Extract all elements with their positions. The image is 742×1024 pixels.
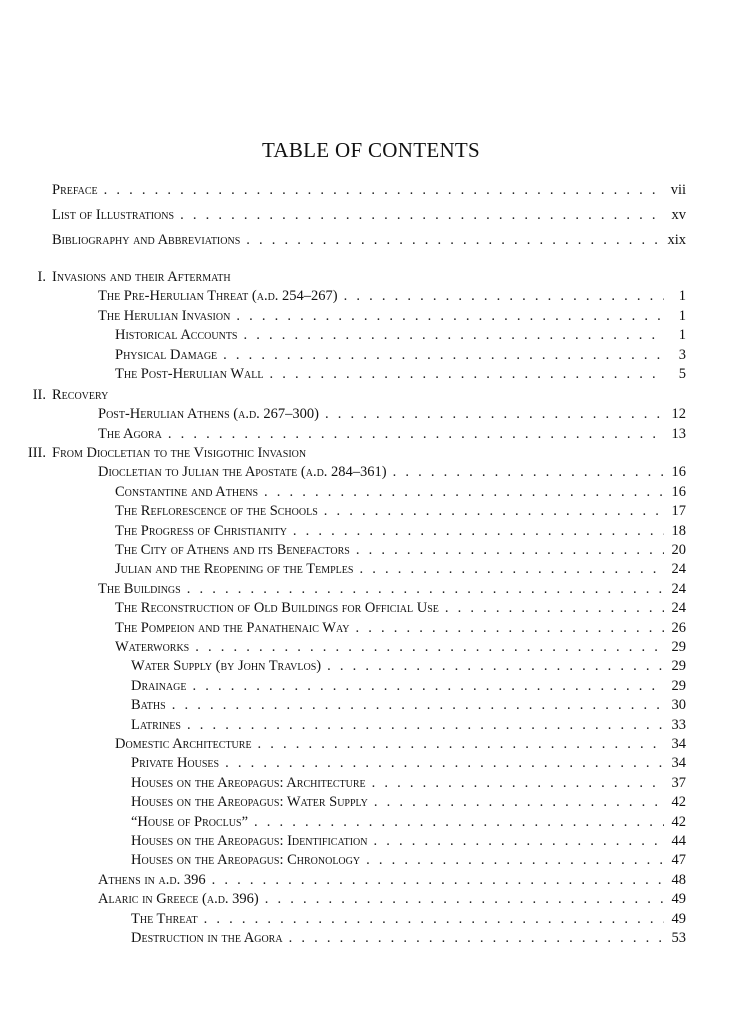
dot-leader: [356, 540, 664, 560]
entry-title: Houses on the Areopagus: Chronology: [131, 852, 361, 868]
entry-title: The Reflorescence of the Schools: [115, 503, 318, 519]
entry-title: Domestic Architecture: [115, 736, 252, 752]
dot-leader: [356, 618, 665, 638]
entry-page-number: 49: [671, 911, 686, 927]
dot-leader: [372, 773, 664, 793]
dot-leader: [327, 656, 664, 676]
dot-leader: [223, 345, 664, 365]
entry-title: Bibliography and Abbreviations: [52, 232, 241, 248]
toc-entry: [115, 540, 686, 560]
entry-page-number: 30: [671, 697, 686, 713]
toc-entry: [131, 695, 686, 715]
chapter-number: III.: [27, 445, 46, 461]
entry-title: The Buildings: [98, 581, 181, 597]
dot-leader: [168, 424, 664, 444]
entry-page-number: 5: [678, 366, 686, 382]
dot-leader: [344, 286, 664, 306]
dot-leader: [289, 928, 664, 948]
toc-entry: [131, 792, 686, 812]
entry-page-number: 24: [671, 581, 686, 597]
toc-entry: [115, 637, 686, 657]
entry-page-number: 1: [678, 308, 686, 324]
entry-page-number: 42: [671, 814, 686, 830]
dot-leader: [293, 521, 664, 541]
dot-leader: [187, 715, 664, 735]
chapter-heading: [18, 385, 108, 405]
entry-page-number: 18: [671, 523, 686, 539]
dot-leader: [324, 501, 664, 521]
entry-title: Preface: [52, 182, 98, 198]
dot-leader: [187, 579, 664, 599]
entry-title: The Pre-Herulian Threat (a.d. 254–267): [98, 288, 338, 304]
dot-leader: [236, 306, 664, 326]
entry-title: “House of Proclus”: [131, 814, 249, 830]
dot-leader: [180, 205, 664, 225]
toc-entry: [131, 656, 686, 676]
dot-leader: [359, 559, 664, 579]
entry-title: Latrines: [131, 717, 181, 733]
toc-entry: [98, 889, 686, 909]
toc-entry: [131, 909, 686, 929]
dot-leader: [393, 462, 664, 482]
entry-page-number: 49: [671, 891, 686, 907]
dot-leader: [264, 482, 664, 502]
entry-page-number: 20: [671, 542, 686, 558]
entry-title: List of Illustrations: [52, 207, 175, 223]
entry-title: Physical Damage: [115, 347, 218, 363]
entry-title: Alaric in Greece (a.d. 396): [98, 891, 259, 907]
entry-title: The Progress of Christianity: [115, 523, 287, 539]
entry-page-number: 42: [671, 794, 686, 810]
entry-title: The Pompeion and the Panathenaic Way: [115, 620, 350, 636]
front-matter-entry: [52, 180, 686, 200]
entry-title: The Agora: [98, 426, 162, 442]
entry-page-number: 37: [671, 775, 686, 791]
entry-page-number: 34: [671, 736, 686, 752]
entry-page-number: 12: [671, 406, 686, 422]
entry-page-number: 29: [671, 658, 686, 674]
entry-title: The Post-Herulian Wall: [115, 366, 264, 382]
chapter-heading: [18, 267, 231, 287]
toc-entry: [115, 734, 686, 754]
dot-leader: [225, 753, 664, 773]
dot-leader: [243, 325, 664, 345]
toc-entry: [98, 286, 686, 306]
toc-entry: [98, 462, 686, 482]
toc-entry: [98, 870, 686, 890]
entry-title: Historical Accounts: [115, 327, 238, 343]
entry-page-number: 17: [671, 503, 686, 519]
dot-leader: [445, 598, 664, 618]
dot-leader: [254, 812, 664, 832]
entry-title: Post-Herulian Athens (a.d. 267–300): [98, 406, 320, 422]
entry-title: Private Houses: [131, 755, 220, 771]
entry-title: Destruction in the Agora: [131, 930, 283, 946]
entry-title: Julian and the Reopening of the Temples: [115, 561, 354, 577]
entry-title: Waterworks: [115, 639, 190, 655]
entry-title: Houses on the Areopagus: Identification: [131, 833, 368, 849]
toc-entry: [131, 676, 686, 696]
entry-page-number: 3: [678, 347, 686, 363]
chapter-number: II.: [32, 387, 46, 403]
entry-page-number: 44: [671, 833, 686, 849]
toc-entry: [115, 364, 686, 384]
entry-title: Athens in a.d. 396: [98, 872, 206, 888]
dot-leader: [373, 831, 664, 851]
toc-entry: [131, 773, 686, 793]
toc-entry: [115, 559, 686, 579]
entry-page-number: 1: [678, 327, 686, 343]
toc-entry: [98, 306, 686, 326]
entry-page-number: 26: [671, 620, 686, 636]
entry-page-number: 16: [671, 464, 686, 480]
chapter-title: Recovery: [52, 387, 109, 403]
toc-entry: [131, 715, 686, 735]
toc-entry: [131, 928, 686, 948]
entry-page-number: 1: [678, 288, 686, 304]
dot-leader: [195, 637, 664, 657]
dot-leader: [269, 364, 664, 384]
entry-page-number: 24: [671, 600, 686, 616]
toc-entry: [115, 325, 686, 345]
dot-leader: [366, 850, 664, 870]
toc-entry: [131, 753, 686, 773]
dot-leader: [258, 734, 664, 754]
entry-page-number: 29: [671, 639, 686, 655]
page-title: TABLE OF CONTENTS: [261, 138, 481, 162]
entry-page-number: xv: [671, 207, 686, 223]
chapter-title: Invasions and their Aftermath: [52, 269, 231, 285]
dot-leader: [325, 404, 664, 424]
toc-entry: [115, 521, 686, 541]
front-matter-entry: [52, 205, 686, 225]
entry-page-number: 53: [671, 930, 686, 946]
dot-leader: [212, 870, 664, 890]
toc-entry: [115, 345, 686, 365]
dot-leader: [192, 676, 664, 696]
dot-leader: [172, 695, 664, 715]
chapter-heading: [18, 443, 306, 463]
entry-title: The Herulian Invasion: [98, 308, 231, 324]
entry-title: Water Supply (by John Travlos): [131, 658, 322, 674]
entry-page-number: 24: [671, 561, 686, 577]
entry-title: Houses on the Areopagus: Architecture: [131, 775, 366, 791]
dot-leader: [246, 230, 661, 250]
entry-page-number: 29: [671, 678, 686, 694]
dot-leader: [104, 180, 664, 200]
entry-page-number: 33: [671, 717, 686, 733]
entry-page-number: 34: [671, 755, 686, 771]
entry-title: Baths: [131, 697, 166, 713]
entry-title: The City of Athens and its Benefactors: [115, 542, 350, 558]
toc-entry: [115, 598, 686, 618]
entry-title: Drainage: [131, 678, 187, 694]
toc-entry: [98, 404, 686, 424]
entry-title: The Reconstruction of Old Buildings for Official Use: [115, 600, 439, 616]
toc-entry: [115, 618, 686, 638]
chapter-number: I.: [37, 269, 46, 285]
entry-title: The Threat: [131, 911, 198, 927]
chapter-title: From Diocletian to the Visigothic Invasion: [52, 445, 307, 461]
dot-leader: [374, 792, 664, 812]
entry-page-number: 47: [671, 852, 686, 868]
toc-entry: [115, 501, 686, 521]
toc-entry: [98, 424, 686, 444]
toc-entry: [98, 579, 686, 599]
toc-entry: [131, 850, 686, 870]
front-matter-entry: [52, 230, 686, 250]
entry-page-number: 16: [671, 484, 686, 500]
entry-page-number: 13: [671, 426, 686, 442]
entry-page-number: 48: [671, 872, 686, 888]
entry-title: Diocletian to Julian the Apostate (a.d. 284–361): [98, 464, 387, 480]
toc-entry: [115, 482, 686, 502]
dot-leader: [204, 909, 664, 929]
entry-title: Houses on the Areopagus: Water Supply: [131, 794, 368, 810]
toc-entry: [131, 831, 686, 851]
entry-page-number: xix: [667, 232, 686, 248]
dot-leader: [265, 889, 664, 909]
toc-entry: [131, 812, 686, 832]
entry-page-number: vii: [670, 182, 686, 198]
entry-title: Constantine and Athens: [115, 484, 259, 500]
